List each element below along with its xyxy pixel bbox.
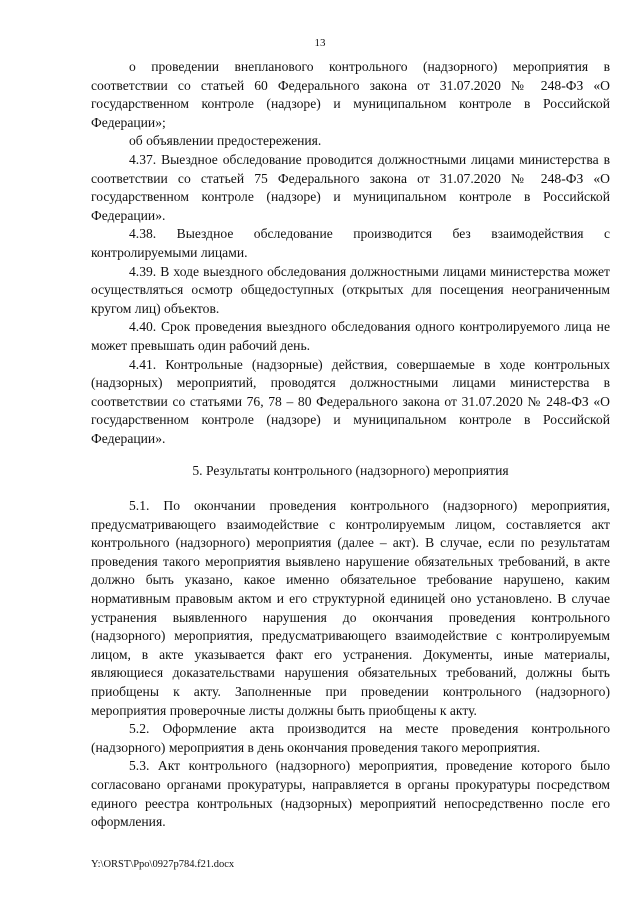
paragraph: о проведении внепланового контрольного (надзорного) мероприятия в соответствии со статьей 60 Федерального закона от 31.07.2020 № 248-ФЗ «О государственном контроле (надзоре) и муниципальном контроле в Российской Федерации»;	[91, 59, 610, 130]
footer-file-path: Y:\ORST\Ppo\0927p784.f21.docx	[91, 859, 235, 870]
paragraph: 4.39. В ходе выездного обследования должностными лицами министерства может осуществляться осмотр общедоступных (открытых для посещения неограниченным кругом лиц) объектов.	[91, 263, 610, 316]
paragraph: 4.38. Выездное обследование производится без взаимодействия с контролируемыми лицами.	[91, 226, 610, 260]
paragraph: 4.37. Выездное обследование проводится должностными лицами министерства в соответствии со статьей 75 Федерального закона от 31.07.2020 № 248-ФЗ «О государственном контроле (надзоре) и муниципальном контроле в Российской Федерации».	[91, 151, 610, 223]
paragraph: об объявлении предостережения.	[129, 133, 322, 149]
paragraph: 5.1. По окончании проведения контрольного (надзорного) мероприятия, предусматривающего взаимодействие с контролируемым лицом, составляется акт контрольного (надзорного) мероприятия (далее – акт). В случае, если по результатам проведения такого мероприятия выявлено нарушение обязательных требований, в акте должно быть указано, какое именно обязательное требование нарушено, каким нормативным правовым актом и его структурной единицей оно установлено. В случае устранения выявленного нарушения до окончания проведения контрольного (надзорного) мероприятия, предусматривающего взаимодействие с контролируемым лицом, в акте указывается факт его устранения. Документы, иные материалы, являющиеся доказательствами нарушения обязательных требований, должны быть приобщены к акту. Заполненные при проведении контрольного (надзорного) мероприятия проверочные листы должны быть приобщены к акту.	[91, 498, 610, 718]
paragraph: 4.40. Срок проведения выездного обследования одного контролируемого лица не может превышать один рабочий день.	[91, 319, 610, 353]
paragraph: 5.2. Оформление акта производится на месте проведения контрольного (надзорного) мероприятия в день окончания проведения такого мероприятия.	[91, 721, 610, 755]
paragraph: 5.3. Акт контрольного (надзорного) мероприятия, проведение которого было согласовано органами прокуратуры, направляется в органы прокуратуры посредством единого реестра контрольных (надзорных) мероприятий непосредственно после его оформления.	[91, 758, 610, 830]
section-title: 5. Результаты контрольного (надзорного) мероприятия	[192, 463, 509, 479]
page-number: 13	[314, 37, 326, 49]
paragraph: 4.41. Контрольные (надзорные) действия, совершаемые в ходе контрольных (надзорных) мероприятий, проводятся должностными лицами министерства в соответствии со статьями 76, 78 – 80 Федерального закона от 31.07.2020 № 248-ФЗ «О государственном контроле (надзоре) и муниципальном контроле в Российской Федерации».	[91, 356, 610, 446]
document-body	[91, 58, 610, 832]
